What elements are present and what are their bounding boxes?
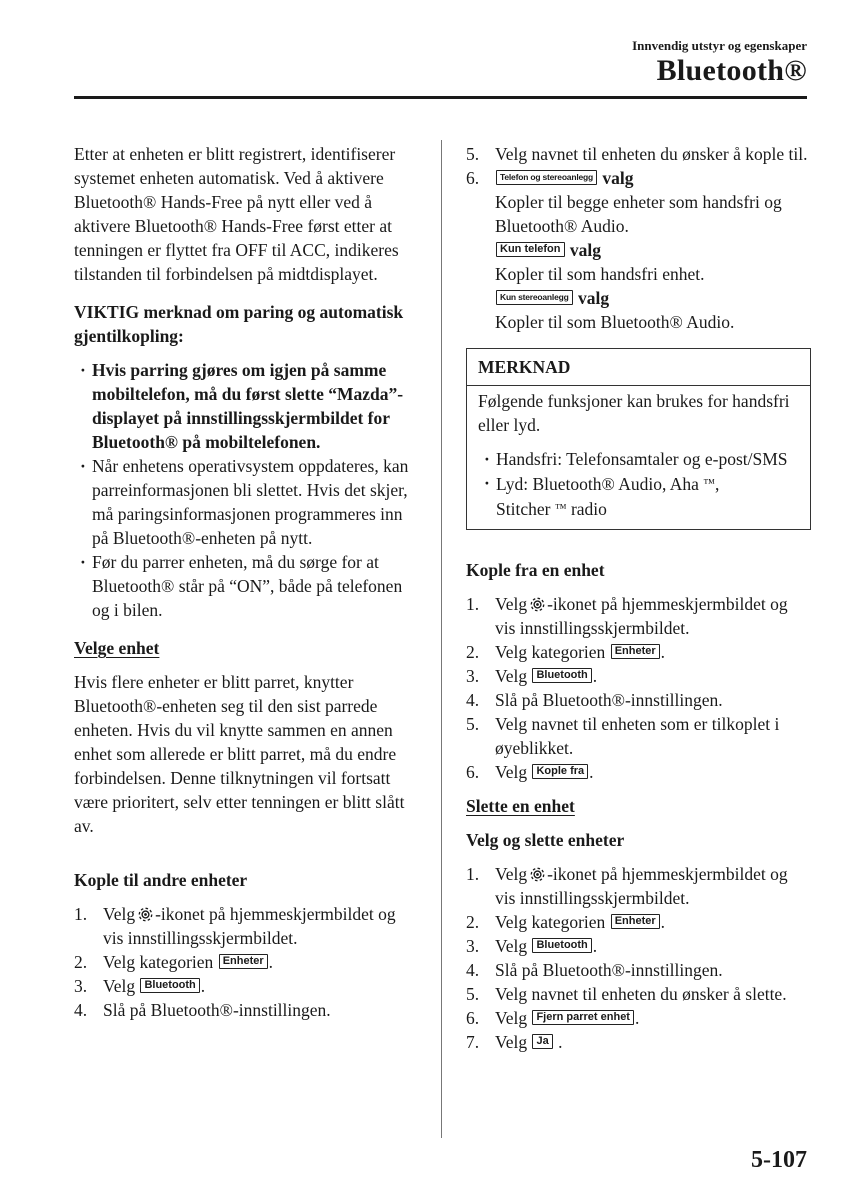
step-number: 6. — [466, 762, 480, 782]
connect-steps — [74, 902, 419, 1022]
step-text: Velg navnet til enheten du ønsker å kople til. — [495, 144, 808, 164]
important-bullet-3: · Før du parrer enheten, må du sørge for at Bluetooth® står på “ON”, både på telefonen og i bilen. — [74, 550, 419, 622]
step-number: 6. — [466, 1008, 480, 1028]
step-number: 4. — [466, 690, 480, 710]
disconnect-heading: Kople fra en enhet — [466, 560, 605, 580]
step-text: . — [660, 912, 666, 932]
connect-step-6 — [466, 166, 811, 238]
devices-key-label: Enheter — [219, 954, 268, 969]
step-text: Velg kategorien — [103, 952, 214, 972]
option-phone-only — [466, 238, 811, 286]
step-number: 1. — [74, 904, 88, 924]
step-number: 2. — [74, 952, 88, 972]
trademark-symbol: ™ — [554, 501, 567, 515]
settings-gear-icon — [137, 905, 154, 922]
note-body — [467, 386, 810, 529]
delete-subheading: Velg og slette enheter — [466, 830, 625, 850]
disconnect-steps — [466, 592, 811, 784]
step-text: -ikonet på hjemmeskjermbildet og vis innstillingsskjermbildet. — [495, 864, 788, 908]
step-text: Velg navnet til enheten du ønsker å slette. — [495, 984, 787, 1004]
page-number: 5-107 — [751, 1147, 807, 1173]
step-text: -ikonet på hjemmeskjermbildet og vis innstillingsskjermbildet. — [103, 904, 396, 948]
step-text: Velg — [103, 976, 136, 996]
bluetooth-key-label: Bluetooth — [532, 668, 591, 683]
important-list — [74, 358, 419, 622]
note-text: Stitcher — [496, 499, 551, 519]
connect-step-4 — [74, 998, 419, 1022]
option-suffix: valg — [577, 288, 610, 308]
step-text: . — [200, 976, 206, 996]
step-text: Velg navnet til enheten som er tilkoplet i øyeblikket. — [495, 714, 780, 758]
step-number: 1. — [466, 864, 480, 884]
step-text: Velg — [495, 864, 528, 884]
disconnect-step-3 — [466, 664, 811, 688]
page-title: Bluetooth® — [656, 54, 807, 87]
step-text: Velg — [495, 594, 528, 614]
connect-step-5 — [466, 142, 811, 166]
delete-step-1 — [466, 862, 811, 910]
right-column — [466, 142, 811, 1054]
trademark-symbol: ™ — [703, 476, 716, 490]
chapter-title: Innvendig utstyr og egenskaper — [632, 38, 807, 53]
step-text: Velg — [495, 666, 528, 686]
connect-step-2 — [74, 950, 419, 974]
remove-paired-device-key-label: Fjern parret enhet — [532, 1010, 634, 1025]
connect-heading: Kople til andre enheter — [74, 870, 248, 890]
bluetooth-key-label: Bluetooth — [140, 978, 199, 993]
important-heading: VIKTIG merknad om paring og automatisk gjentilkopling: — [74, 302, 404, 346]
important-bullet-2: · Når enhetens operativsystem oppdateres, kan parreinformasjonen bli slettet. Hvis det skjer, må paringsinformasjonen programmeres inn på Bluetooth®-enheten på nytt. — [74, 454, 419, 550]
phone-only-key-label: Kun telefon — [496, 242, 565, 257]
intro-paragraph: Etter at enheten er blitt registrert, identifiserer systemet enheten automatisk. Ved å aktivere Bluetooth® Hands-Free på nytt eller ved å aktivere Bluetooth® Hands-Free først etter at tenningen er flyttet fra OFF til ACC, indikeres tilstanden til forbindelsen på midtdisplayet. — [74, 144, 399, 284]
step-text: . — [558, 1032, 563, 1052]
step-number: 3. — [74, 976, 88, 996]
step-number: 2. — [466, 912, 480, 932]
disconnect-step-5 — [466, 712, 811, 760]
phone-and-stereo-key-label: Telefon og stereoanlegg — [496, 170, 597, 185]
connect-step-1 — [74, 902, 419, 950]
step-text: . — [592, 666, 598, 686]
select-device-heading: Velge enhet — [74, 638, 160, 658]
option-description: Kopler til begge enheter som handsfri og Bluetooth® Audio. — [495, 192, 782, 236]
step-text: Velg — [495, 1008, 528, 1028]
disconnect-step-4 — [466, 688, 811, 712]
delete-step-6 — [466, 1006, 811, 1030]
step-text: Velg kategorien — [495, 912, 606, 932]
step-text: Velg — [103, 904, 136, 924]
stereo-only-key-label: Kun stereoanlegg — [496, 290, 573, 305]
note-text: Lyd: Bluetooth® Audio, Aha — [496, 474, 699, 494]
bluetooth-key-label: Bluetooth — [532, 938, 591, 953]
step-number: 7. — [466, 1032, 480, 1052]
delete-step-3 — [466, 934, 811, 958]
step-text: . — [660, 642, 666, 662]
note-bullet-2: · Lyd: Bluetooth® Audio, Aha ™, Stitcher ™ radio — [478, 471, 799, 521]
step-text: . — [634, 1008, 640, 1028]
delete-step-4 — [466, 958, 811, 982]
note-text: Følgende funksjoner kan brukes for handsfri eller lyd. — [478, 391, 790, 435]
step-text: . — [592, 936, 598, 956]
disconnect-step-1 — [466, 592, 811, 640]
step-text: Slå på Bluetooth®-innstillingen. — [495, 960, 723, 980]
note-text: radio — [570, 499, 607, 519]
option-suffix: valg — [602, 168, 634, 188]
disconnect-step-6 — [466, 760, 811, 784]
devices-key-label: Enheter — [611, 914, 660, 929]
step-number: 4. — [74, 1000, 88, 1020]
header-rule — [74, 96, 807, 99]
step-text: -ikonet på hjemmeskjermbildet og vis innstillingsskjermbildet. — [495, 594, 788, 638]
step-text: Slå på Bluetooth®-innstillingen. — [103, 1000, 331, 1020]
step-number: 3. — [466, 936, 480, 956]
note-box — [466, 348, 811, 530]
settings-gear-icon — [529, 595, 546, 612]
settings-gear-icon — [529, 865, 546, 882]
left-column — [74, 142, 419, 1022]
connect-step-3 — [74, 974, 419, 998]
step-number: 5. — [466, 144, 480, 164]
delete-heading: Slette en enhet — [466, 796, 575, 816]
delete-steps — [466, 862, 811, 1054]
yes-key-label: Ja — [532, 1034, 552, 1049]
step-text: . — [268, 952, 274, 972]
note-heading: MERKNAD — [467, 349, 810, 386]
step-text: Velg — [495, 762, 528, 782]
step-text: Velg — [495, 936, 528, 956]
step-number: 5. — [466, 984, 480, 1004]
step-number: 5. — [466, 714, 480, 734]
step-text: Velg kategorien — [495, 642, 606, 662]
column-divider — [441, 140, 442, 1138]
disconnect-step-2 — [466, 640, 811, 664]
option-description: Kopler til som handsfri enhet. — [495, 264, 705, 284]
delete-step-5 — [466, 982, 811, 1006]
select-device-paragraph: Hvis flere enheter er blitt parret, knytter Bluetooth®-enheten seg til den sist parrede enheten. Hvis du vil knytte sammen en annen enhet som allerede er blitt parret, må du endre forbindelsen. Denne tilknytningen vil fortsatt være prioritert, selv etter tenningen er blitt slått av. — [74, 672, 405, 836]
option-stereo-only — [466, 286, 811, 334]
devices-key-label: Enheter — [611, 644, 660, 659]
option-suffix: valg — [569, 240, 601, 260]
disconnect-key-label: Kople fra — [532, 764, 588, 779]
step-number: 6. — [466, 168, 480, 188]
step-text: Velg — [495, 1032, 528, 1052]
step-number: 3. — [466, 666, 480, 686]
step-number: 2. — [466, 642, 480, 662]
step-number: 1. — [466, 594, 480, 614]
step-text: . — [589, 762, 594, 782]
delete-step-2 — [466, 910, 811, 934]
connect-steps-continued — [466, 142, 811, 334]
option-description: Kopler til som Bluetooth® Audio. — [495, 312, 735, 332]
step-number: 4. — [466, 960, 480, 980]
step-text: Slå på Bluetooth®-innstillingen. — [495, 690, 723, 710]
note-bullet-1: · Handsfri: Telefonsamtaler og e-post/SMS — [478, 447, 799, 471]
important-bullet-1: · Hvis parring gjøres om igjen på samme mobiltelefon, må du først slette “Mazda”-displayet på innstillingsskjermbildet for Bluetooth® på mobiltelefonen. — [74, 358, 419, 454]
delete-step-7 — [466, 1030, 811, 1054]
